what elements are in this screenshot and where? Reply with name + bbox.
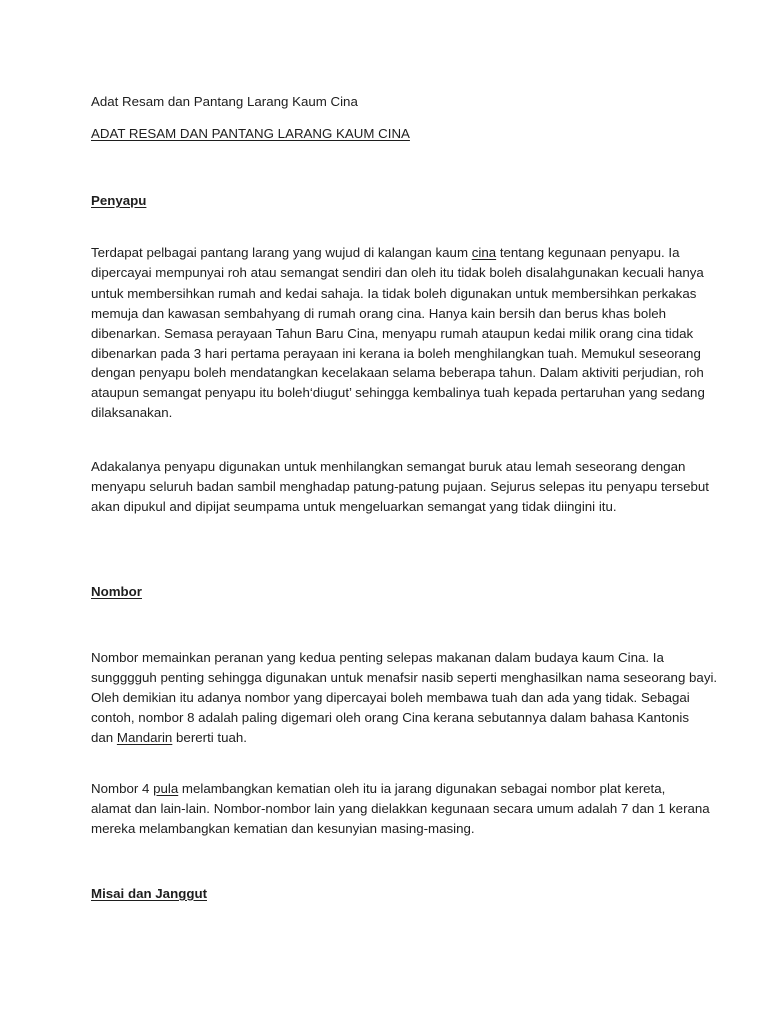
text-line: mereka melambangkan kematian dan kesunyian masing-masing. — [91, 821, 475, 836]
text-line: sungggguh penting sehingga digunakan untuk menafsir nasib seperti menghasilkan nama seseorang bayi. — [91, 670, 718, 685]
section-heading-misai-dan-janggut: Misai dan Janggut — [91, 886, 207, 901]
text-line: dibenarkan. Semasa perayaan Tahun Baru Cina, menyapu rumah ataupun kedai milik orang cina tidak — [91, 326, 694, 341]
text-line: menyapu seluruh badan sambil menghadap patung-patung pujaan. Sejurus selepas itu penyapu tersebut — [91, 479, 710, 494]
text-line: dengan penyapu boleh mendatangkan kecelakaan selama beberapa tahun. Dalam aktiviti perjudian, roh — [91, 365, 704, 380]
text-line: untuk membersihkan rumah and kedai sahaja. Ia tidak boleh digunakan untuk membersihkan perkakas — [91, 286, 697, 301]
text-line: memuja dan kawasan sembahyang di rumah orang cina. Hanya kain bersih dan berus khas boleh — [91, 306, 667, 321]
link-mandarin[interactable]: Mandarin — [116, 730, 173, 745]
text-line: akan dipukul and dipijat seumpama untuk mengeluarkan semangat yang tidak diingini itu. — [91, 499, 617, 514]
text-line: dilaksanakan. — [91, 405, 173, 420]
text-line: ataupun semangat penyapu itu boleh‘diugut’ sehingga kembalinya tuah kepada pertaruhan yang sedang — [91, 385, 705, 400]
section-heading-nombor: Nombor — [91, 584, 142, 599]
text-line: dipercayai mempunyai roh atau semangat sendiri dan oleh itu tidak boleh disalahgunakan kecuali hanya — [91, 265, 704, 280]
text-line: Adakalanya penyapu digunakan untuk menhilangkan semangat buruk atau lemah seseorang dengan — [91, 459, 686, 474]
text-line: Oleh demikian itu adanya nombor yang dipercayai boleh membawa tuah dan ada yang tidak. Sebagai — [91, 690, 690, 705]
section-heading-penyapu: Penyapu — [91, 193, 147, 208]
link-cina[interactable]: cina — [471, 245, 497, 260]
text-line: dibenarkan pada 3 hari pertama perayaan ini kerana ia boleh menghilangkan tuah. Memukul seseorang — [91, 346, 701, 361]
link-pula[interactable]: pula — [153, 781, 179, 796]
document-title: Adat Resam dan Pantang Larang Kaum Cina — [91, 94, 358, 109]
text-line: Nombor memainkan peranan yang kedua penting selepas makanan dalam budaya kaum Cina. Ia — [91, 650, 664, 665]
document-heading: ADAT RESAM DAN PANTANG LARANG KAUM CINA — [91, 126, 410, 141]
text-line: Terdapat pelbagai pantang larang yang wujud di kalangan kaum cina tentang kegunaan penyapu. Ia — [91, 245, 680, 260]
text-line: contoh, nombor 8 adalah paling digemari oleh orang Cina kerana sebutannya dalam bahasa Kantonis — [91, 710, 690, 725]
text-line: Nombor 4 pula melambangkan kematian oleh itu ia jarang digunakan sebagai nombor plat kereta, — [91, 781, 666, 796]
text-line: alamat dan lain-lain. Nombor-nombor lain yang dielakkan kegunaan secara umum adalah 7 dan 1 kerana — [91, 801, 710, 816]
text-line: dan Mandarin bererti tuah. — [91, 730, 247, 745]
